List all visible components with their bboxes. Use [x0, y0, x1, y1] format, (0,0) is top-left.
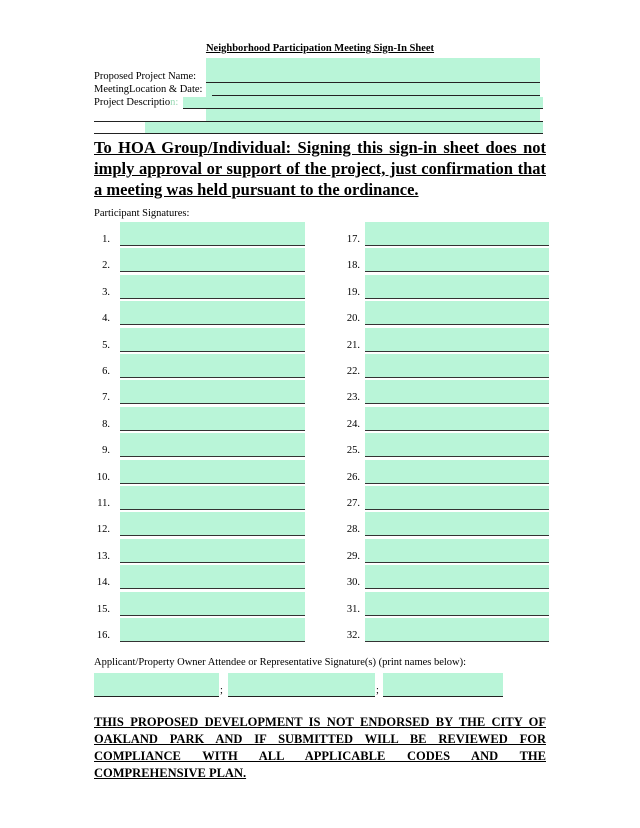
- signature-number: 10.: [96, 471, 110, 483]
- signature-number: 26.: [346, 471, 360, 483]
- signature-number: 14.: [96, 577, 110, 589]
- separator-2: ;: [376, 685, 379, 696]
- signature-number: 18.: [346, 260, 360, 272]
- signature-number: 7.: [102, 392, 110, 404]
- signature-line[interactable]: [120, 222, 305, 246]
- description-label: [94, 97, 178, 109]
- signature-line[interactable]: [365, 328, 549, 352]
- signature-line[interactable]: [120, 486, 305, 510]
- signature-number: 1.: [102, 234, 110, 245]
- applicant-signature-3[interactable]: [383, 673, 503, 697]
- signature-line[interactable]: [120, 433, 305, 457]
- signature-number: 9.: [102, 445, 110, 457]
- description-field-line3[interactable]: [94, 122, 543, 134]
- signature-line[interactable]: [120, 248, 305, 272]
- separator-1: ;: [220, 685, 223, 696]
- signature-number: 5.: [102, 339, 110, 351]
- signature-number: 16.: [96, 630, 110, 641]
- signature-line[interactable]: [365, 618, 549, 642]
- description-field-line2[interactable]: [94, 110, 543, 122]
- signature-line[interactable]: [120, 328, 305, 352]
- signature-line[interactable]: [365, 222, 549, 246]
- location-date-field[interactable]: [212, 84, 540, 96]
- signature-number: 21.: [346, 339, 360, 351]
- signature-line[interactable]: [365, 407, 549, 431]
- signature-number: 13.: [96, 550, 110, 562]
- signature-line[interactable]: [120, 380, 305, 404]
- signature-number: 19.: [346, 286, 360, 298]
- signature-line[interactable]: [365, 565, 549, 589]
- signature-line[interactable]: [365, 248, 549, 272]
- signature-number: 31.: [346, 603, 360, 615]
- signature-line[interactable]: [120, 301, 305, 325]
- signature-line[interactable]: [365, 354, 549, 378]
- signature-line[interactable]: [365, 275, 549, 299]
- signature-line[interactable]: [120, 354, 305, 378]
- signature-number: 12.: [96, 524, 110, 536]
- signature-line[interactable]: [365, 433, 549, 457]
- signature-number: 2.: [102, 260, 110, 272]
- signature-line[interactable]: [120, 460, 305, 484]
- applicant-signature-1[interactable]: [94, 673, 219, 697]
- signature-line[interactable]: [120, 407, 305, 431]
- applicant-label: Applicant/Property Owner Attendee or Representative Signature(s) (print names below):: [94, 657, 467, 668]
- signature-number: 3.: [102, 286, 110, 298]
- signature-line[interactable]: [365, 512, 549, 536]
- description-label-text: Project Descriptio: [94, 97, 171, 108]
- signature-line[interactable]: [120, 539, 305, 563]
- location-date-label: MeetingLocation & Date:: [94, 84, 203, 95]
- hoa-notice: To HOA Group/Individual: Signing this sign-in sheet does not imply approval or support of the project, just confirmation that a meeting was held pursuant to the ordinance.: [94, 138, 546, 199]
- signature-number: 25.: [346, 445, 360, 457]
- signature-number: 24.: [346, 418, 360, 430]
- signature-number: 32.: [346, 630, 360, 641]
- signature-number: 30.: [346, 577, 360, 589]
- description-label-tail: n:: [170, 97, 179, 108]
- signature-number: 20.: [346, 313, 360, 325]
- participant-signatures-label: Participant Signatures:: [94, 208, 190, 219]
- signature-number: 17.: [346, 234, 360, 245]
- signature-line[interactable]: [365, 592, 549, 616]
- page-title: Neighborhood Participation Meeting Sign-In Sheet: [205, 43, 435, 54]
- signature-number: 29.: [346, 550, 360, 562]
- signature-number: 22.: [346, 366, 360, 377]
- signature-line[interactable]: [365, 460, 549, 484]
- applicant-signature-2[interactable]: [228, 673, 375, 697]
- signature-line[interactable]: [120, 512, 305, 536]
- signature-line[interactable]: [120, 565, 305, 589]
- signature-line[interactable]: [120, 592, 305, 616]
- signature-number: 27.: [346, 498, 360, 509]
- signature-number: 28.: [346, 524, 360, 536]
- footer-disclaimer: THIS PROPOSED DEVELOPMENT IS NOT ENDORSED BY THE CITY OF OAKLAND PARK AND IF SUBMITTED WILL BE REVIEWED FOR COMPLIANCE WITH ALL APPLICABLE CODES AND THE COMPREHENSIVE PLAN.: [94, 715, 546, 780]
- signature-number: 15.: [96, 603, 110, 615]
- signature-number: 4.: [102, 313, 110, 325]
- signature-number: 11.: [97, 498, 110, 509]
- signature-number: 23.: [346, 392, 360, 404]
- signature-line[interactable]: [120, 618, 305, 642]
- project-name-label: Proposed Project Name:: [94, 71, 197, 82]
- signature-line[interactable]: [365, 486, 549, 510]
- signature-line[interactable]: [365, 539, 549, 563]
- description-field-line1[interactable]: [183, 97, 543, 109]
- signature-line[interactable]: [120, 275, 305, 299]
- signature-line[interactable]: [365, 380, 549, 404]
- signature-number: 8.: [102, 418, 110, 430]
- signature-number: 6.: [102, 366, 110, 377]
- signature-line[interactable]: [365, 301, 549, 325]
- project-name-field[interactable]: [206, 71, 540, 83]
